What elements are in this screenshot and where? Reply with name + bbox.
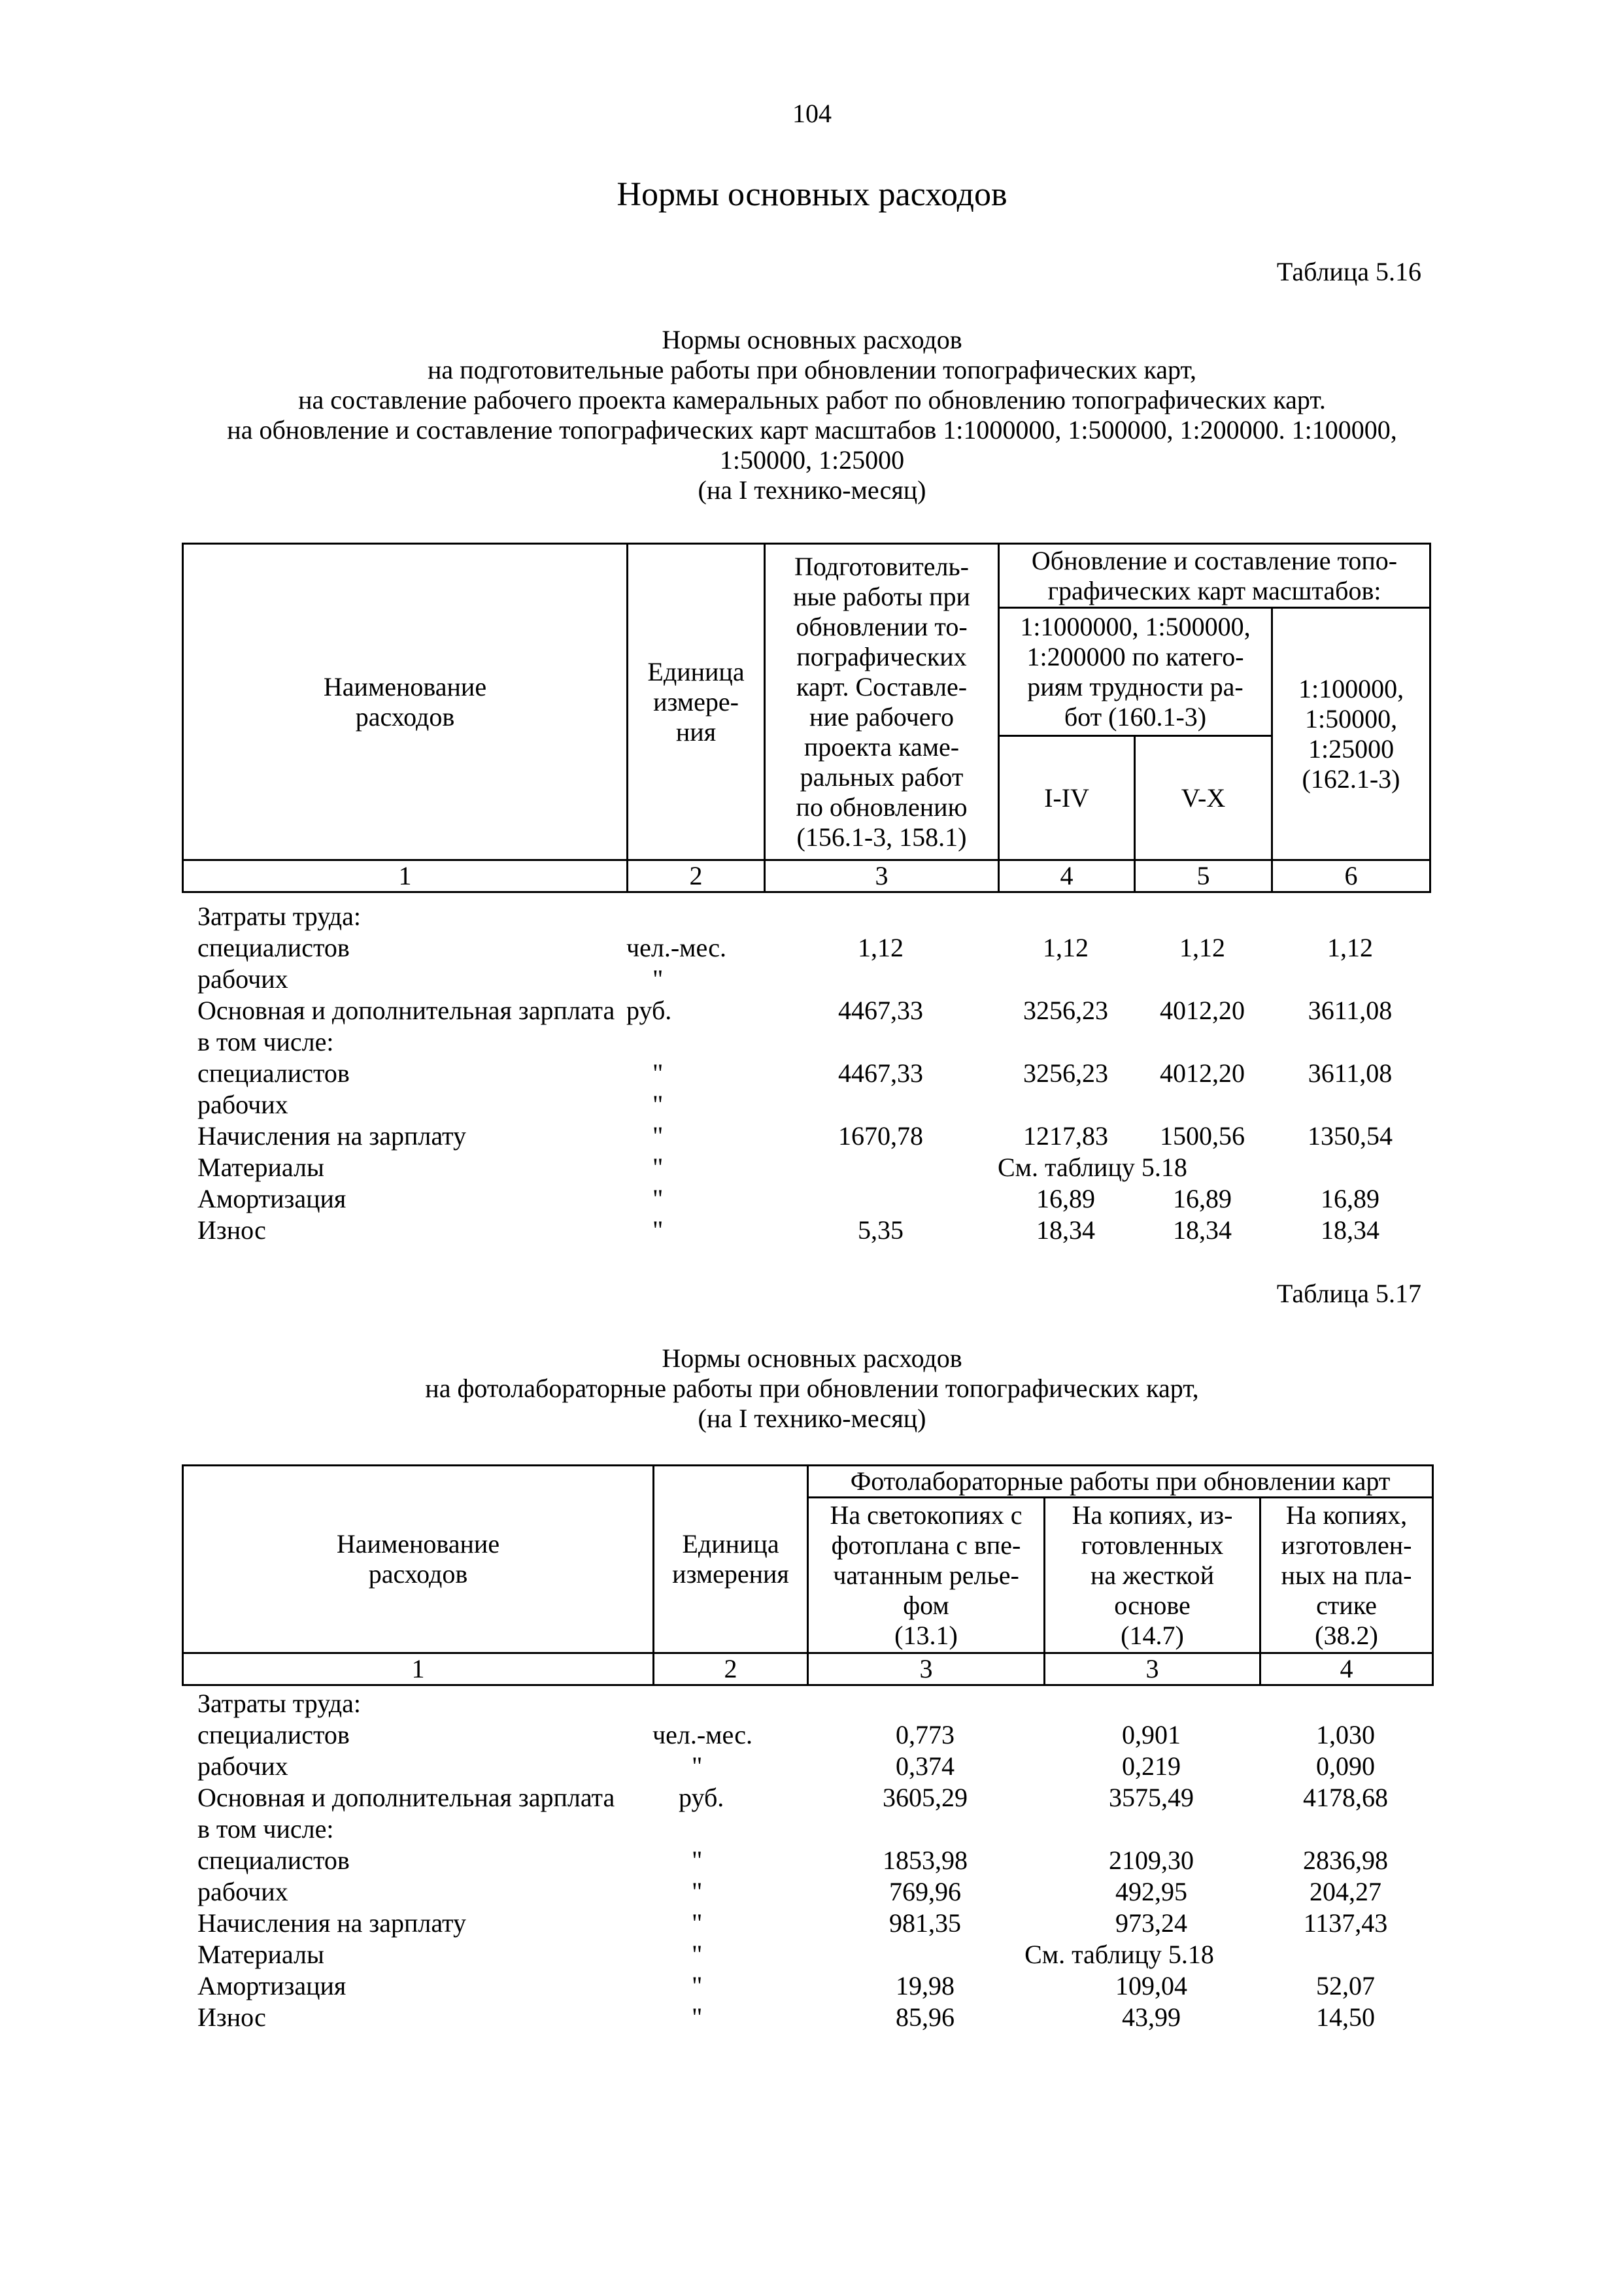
col-header-plastic-copies: На копиях, изготовлен- ных на пла- стике (38.2) [1260, 1498, 1433, 1653]
table1-header [182, 543, 1431, 893]
row-name: Материалы [197, 1153, 324, 1182]
table-row [182, 1908, 1432, 1939]
row-unit [652, 1813, 807, 1845]
table1-body [182, 901, 1429, 1246]
table1-caption [131, 325, 1493, 505]
cell: 973,24 [1115, 1908, 1187, 1938]
cell: 1500,56 [1160, 1121, 1245, 1151]
table-row [182, 964, 1429, 995]
cell: 0,090 [1316, 1751, 1375, 1781]
col-header-group-photolab: Фотолабораторные работы при обновлении карт [808, 1466, 1433, 1498]
cell: 0,374 [896, 1751, 955, 1781]
table-row [182, 2002, 1432, 2033]
caption-line: на подготовительные работы при обновлении топографических карт, [428, 355, 1196, 384]
cell: 0,901 [1122, 1720, 1181, 1749]
cell [998, 901, 1134, 932]
row-unit: руб. [679, 1783, 724, 1812]
cell [1271, 901, 1429, 932]
cell: 5,35 [858, 1215, 904, 1245]
cell: 1670,78 [838, 1121, 923, 1151]
row-name: рабочих [197, 1090, 288, 1119]
caption-line: (на I технико-месяц) [698, 475, 926, 505]
page-title: Нормы основных расходов [617, 176, 1007, 213]
col-header-unit: Единица измере- ния [628, 544, 765, 860]
col-header-subgroup-scales: 1:1000000, 1:500000, 1:200000 по катего- риям трудности ра- бот (160.1-3) [999, 608, 1272, 736]
table-row [182, 1782, 1432, 1813]
cell: 4467,33 [838, 1058, 923, 1088]
row-unit: " [652, 1058, 664, 1088]
cell [764, 964, 998, 995]
see-table-note: См. таблицу 5.18 [1024, 1940, 1214, 1969]
table-row [182, 1152, 1429, 1183]
row-name: рабочих [197, 964, 288, 994]
row-name: Износ [197, 1215, 266, 1245]
cell: 2109,30 [1109, 1846, 1194, 1875]
caption-line: Нормы основных расходов [662, 1343, 962, 1373]
row-unit: " [652, 1184, 664, 1213]
table-row [182, 1183, 1429, 1215]
cell: 3575,49 [1109, 1783, 1194, 1812]
cell: 769,96 [889, 1877, 961, 1906]
col-header-rigid-copies: На копиях, из- готовленных на жесткой основе (14.7) [1045, 1498, 1260, 1653]
row-name: Начисления на зарплату [197, 1121, 466, 1151]
cell: 14,50 [1316, 2002, 1375, 2032]
cell: 981,35 [889, 1908, 961, 1938]
col-number: 2 [628, 860, 765, 892]
row-unit: " [652, 1215, 664, 1245]
cell: 4178,68 [1303, 1783, 1388, 1812]
cell: 3611,08 [1308, 1058, 1393, 1088]
cell: 18,34 [1321, 1215, 1379, 1245]
col-number: 3 [1045, 1653, 1260, 1685]
col-header-name: Наименование расходов [183, 1466, 654, 1653]
row-name: в том числе: [197, 1027, 334, 1056]
cell [1134, 964, 1271, 995]
cell: 1,12 [1179, 933, 1225, 962]
cell: 1,12 [1043, 933, 1089, 962]
cell [807, 1688, 1043, 1719]
cell: 16,89 [1173, 1184, 1232, 1213]
cell: 3256,23 [1023, 996, 1108, 1025]
table2-caption [131, 1343, 1493, 1434]
table-row [182, 1939, 1432, 1970]
table-row [182, 1719, 1432, 1751]
col-number: 5 [1135, 860, 1272, 892]
table-row [182, 932, 1429, 964]
row-name: Затраты труда: [197, 1689, 361, 1718]
cell [1271, 1026, 1429, 1058]
row-unit: чел.-мес. [626, 933, 726, 962]
cell: 1,030 [1316, 1720, 1375, 1749]
cell [1271, 1089, 1429, 1121]
table-row [182, 1215, 1429, 1246]
row-name: рабочих [197, 1751, 288, 1781]
row-name: Материалы [197, 1940, 324, 1969]
cell: 0,773 [896, 1720, 955, 1749]
col-header-category-5-10: V-X [1135, 736, 1272, 860]
col-number: 3 [808, 1653, 1045, 1685]
row-unit: " [692, 1971, 703, 2000]
col-header-unit: Единица измерения [654, 1466, 808, 1653]
row-name: специалистов [197, 1846, 350, 1875]
cell: 1350,54 [1308, 1121, 1393, 1151]
col-header-category-1-4: I-IV [999, 736, 1135, 860]
cell: 492,95 [1115, 1877, 1187, 1906]
row-name: специалистов [197, 1058, 350, 1088]
col-number: 4 [1260, 1653, 1433, 1685]
cell [807, 1813, 1043, 1845]
row-name: Амортизация [197, 1184, 347, 1213]
row-name: Износ [197, 2002, 266, 2032]
cell: 1217,83 [1023, 1121, 1108, 1151]
cell: 19,98 [896, 1971, 955, 2000]
row-name: Затраты труда: [197, 902, 361, 931]
table-number-5-16: Таблица 5.16 [1276, 257, 1421, 286]
table-row [182, 995, 1429, 1026]
row-unit: чел.-мес. [652, 1720, 753, 1749]
table-row [182, 1813, 1432, 1845]
caption-line: Нормы основных расходов [662, 325, 962, 354]
see-table-note: См. таблицу 5.18 [998, 1153, 1187, 1182]
cell [1134, 1089, 1271, 1121]
row-unit [652, 1688, 807, 1719]
cell: 1,12 [1327, 933, 1373, 962]
cell: 204,27 [1310, 1877, 1381, 1906]
cell [1271, 964, 1429, 995]
col-header-preparatory: Подготовитель- ные работы при обновлении то- пографических карт. Составле- ние рабочего проекта каме- ральных работ по обновлению (156.1-3, 158.1) [765, 544, 999, 860]
row-unit: " [692, 2002, 703, 2032]
cell [998, 964, 1134, 995]
col-number: 2 [654, 1653, 808, 1685]
table-row [182, 1058, 1429, 1089]
cell: 4012,20 [1160, 996, 1245, 1025]
cell: 16,89 [1321, 1184, 1379, 1213]
col-header-large-scales: 1:100000, 1:50000, 1:25000 (162.1-3) [1272, 608, 1430, 860]
cell: 1853,98 [883, 1846, 968, 1875]
cell: 1,12 [858, 933, 904, 962]
col-number: 1 [183, 860, 628, 892]
row-unit: руб. [626, 996, 672, 1025]
row-name: Основная и дополнительная зарплата [197, 996, 615, 1025]
cell [764, 901, 998, 932]
row-name: Амортизация [197, 1971, 347, 2000]
cell [1134, 1026, 1271, 1058]
cell [764, 1026, 998, 1058]
table-row [182, 1970, 1432, 2002]
cell: 109,04 [1115, 1971, 1187, 2000]
caption-line: на составление рабочего проекта камеральных работ по обновлению топографических карт. [298, 385, 1326, 414]
row-unit [626, 1026, 764, 1058]
cell: 3256,23 [1023, 1058, 1108, 1088]
row-unit: " [652, 1121, 664, 1151]
row-unit [626, 901, 764, 932]
page-number: 104 [792, 99, 832, 128]
row-name: рабочих [197, 1877, 288, 1906]
cell: 85,96 [896, 2002, 955, 2032]
cell [1043, 1688, 1259, 1719]
col-number: 3 [765, 860, 999, 892]
table-row [182, 1026, 1429, 1058]
row-unit: " [692, 1751, 703, 1781]
cell: 16,89 [1036, 1184, 1095, 1213]
table-row [182, 1876, 1432, 1908]
table-row [182, 1121, 1429, 1152]
cell: 43,99 [1122, 2002, 1181, 2032]
table2-header [182, 1464, 1434, 1686]
table2-body [182, 1688, 1432, 2033]
cell: 4012,20 [1160, 1058, 1245, 1088]
cell [998, 1026, 1134, 1058]
cell [1259, 1688, 1432, 1719]
row-unit: " [692, 1846, 703, 1875]
caption-line: на фотолабораторные работы при обновлении топографических карт, [425, 1374, 1199, 1403]
col-number: 1 [183, 1653, 654, 1685]
cell: 18,34 [1036, 1215, 1095, 1245]
cell [764, 1183, 998, 1215]
table-row [182, 1688, 1432, 1719]
row-name: в том числе: [197, 1814, 334, 1844]
col-header-group-update: Обновление и составление топо- графических карт масштабов: [999, 544, 1430, 608]
cell: 0,219 [1122, 1751, 1181, 1781]
row-unit: " [652, 1090, 664, 1119]
col-header-blueprints: На светокопиях с фотоплана с впе- чатанным релье- фом (13.1) [808, 1498, 1045, 1653]
row-name: Основная и дополнительная зарплата [197, 1783, 615, 1812]
cell [998, 1089, 1134, 1121]
row-unit: " [692, 1940, 703, 1969]
table-row [182, 901, 1429, 932]
cell: 4467,33 [838, 996, 923, 1025]
cell [1259, 1813, 1432, 1845]
row-unit: " [652, 1153, 664, 1182]
row-unit: " [652, 964, 664, 994]
col-header-name: Наименование расходов [183, 544, 628, 860]
row-name: специалистов [197, 1720, 350, 1749]
cell: 2836,98 [1303, 1846, 1388, 1875]
cell [1134, 901, 1271, 932]
cell: 1137,43 [1303, 1908, 1388, 1938]
col-number: 4 [999, 860, 1135, 892]
caption-line: (на I технико-месяц) [698, 1404, 926, 1433]
table-number-5-17: Таблица 5.17 [1276, 1279, 1421, 1308]
table-row [182, 1845, 1432, 1876]
cell: 52,07 [1316, 1971, 1375, 2000]
table-row [182, 1751, 1432, 1782]
row-name: Начисления на зарплату [197, 1908, 466, 1938]
row-unit: " [692, 1908, 703, 1938]
row-name: специалистов [197, 933, 350, 962]
caption-line: на обновление и составление топографических карт масштабов 1:1000000, 1:500000, 1:200000. 1:100000, [227, 415, 1397, 445]
col-number: 6 [1272, 860, 1430, 892]
cell [764, 1089, 998, 1121]
cell [1043, 1813, 1259, 1845]
cell: 3611,08 [1308, 996, 1393, 1025]
cell: 3605,29 [883, 1783, 968, 1812]
row-unit: " [692, 1877, 703, 1906]
caption-line: 1:50000, 1:25000 [719, 445, 905, 475]
table-row [182, 1089, 1429, 1121]
cell: 18,34 [1173, 1215, 1232, 1245]
